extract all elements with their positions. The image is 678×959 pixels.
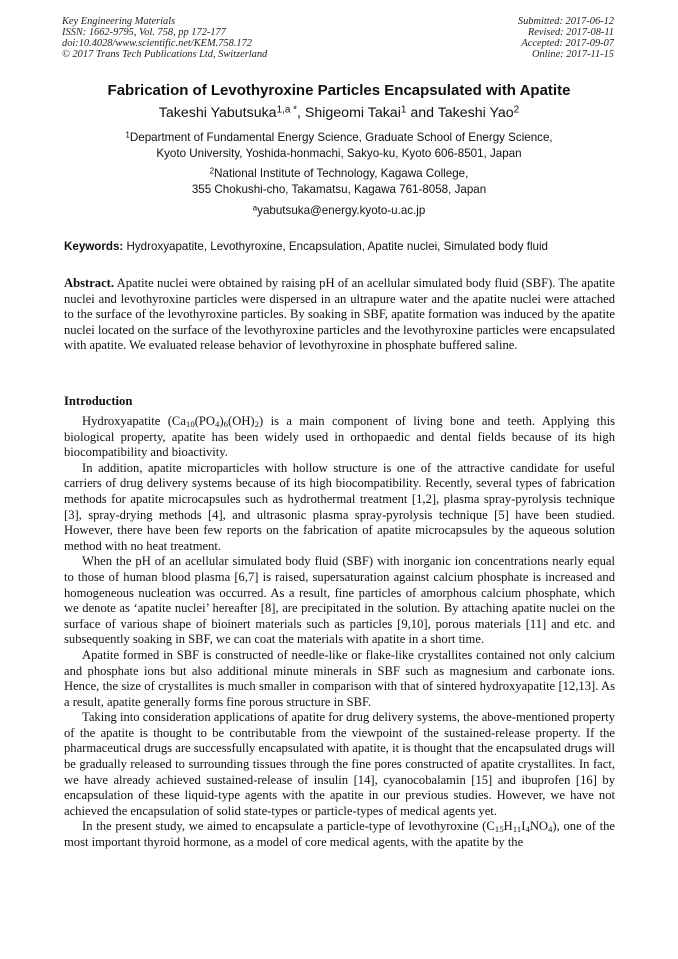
affiliation-mark: 2 (209, 166, 215, 176)
abstract-label: Abstract. (64, 276, 115, 290)
paragraph: In addition, apatite microparticles with hollow structure is one of the attractive candidate for useful carriers of drug delivery systems because of its high biocompatibility. Recently, several types of fabrication methods for apatite microcapsules such as hydrothermal treatment [1,2], plasma spray-pyrolysis technique [3], spray-drying methods [4], and ultrasonic plasma spray-pyrolysis technique [5] have been studied. However, there have been few reports on the fabrication of apatite microcapsules by the aqueous solution method with no heat treatment. (64, 460, 615, 553)
journal-info (62, 16, 267, 60)
issn-volume: ISSN: 1662-9795, Vol. 758, pp 172-177 (62, 27, 226, 38)
keywords-label: Keywords: (64, 240, 124, 253)
author-affiliation-mark: 2 (513, 104, 520, 116)
paragraph: In the present study, we aimed to encapsulate a particle-type of levothyroxine $(C_{15}H_{11}I_4NO_4)$, one of the most important thyroid hormone, as a model of core medical agents, with the apatite by the (64, 819, 615, 850)
paragraph: Hydroxyapatite $(Ca_{10}(PO_4)_6(OH)_2)$ is a main component of living bone and teeth. Applying this biological property, apatite has been widely used in orthopaedic and dental fields because of its high biocompatibility and bioactivity. (64, 414, 615, 460)
paragraph: When the pH of an acellular simulated body fluid (SBF) with inorganic ion concentrations nearly equal to those of human blood plasma [6,7] is raised, supersaturation against calcium phosphate is increased and homogeneous nucleation was occurred. As a result, fine particles of amorphous calcium phosphate, which we denote as ‘apatite nuclei’ hereafter [8], are precipitated in the solution. By attaching apatite nuclei on the surface of various shape of bioinert materials such as particles [9,10], porous materials [11] and etc. and subsequently soaking in SBF, we can coat the materials with apatite in a short time. (64, 554, 615, 647)
corresponding-email (0, 203, 678, 219)
copyright: © 2017 Trans Tech Publications Ltd, Switzerland (62, 49, 268, 60)
publication-dates (518, 16, 614, 60)
section-heading: Introduction (64, 394, 133, 408)
affiliation-line: 355 Chokushi-cho, Takamatsu, Kagawa 761-8058, Japan (191, 182, 487, 196)
submitted-date: Submitted: 2017-06-12 (517, 16, 614, 27)
email-address[interactable]: yabutsuka@energy.kyoto-u.ac.jp (257, 204, 426, 217)
author-affiliation-mark: 1 (400, 104, 407, 116)
paragraph: Taking into consideration applications of apatite for drug delivery systems, the above-mentioned property of the apatite is thought to be contributable from the viewpoint of the sustained-release property. If the pharmaceutical drugs are successfully encapsulated with apatite, it is thought that the encapsulated drugs will be gradually released to surrounding tissues through the fine pores constructed of apatite crystallites. In fact, we have already achieved sustained-release of insulin [14], cyanocobalamin [15] and ibuprofen [16] by encapsulation of these liquid-type agents with the apatite in our previous studies. However, we have not achieved the encapsulation of solid state-types or particle-types of medical agents yet. (64, 710, 615, 818)
author-separator: and (406, 105, 438, 121)
affiliation-mark: 1 (125, 130, 130, 140)
abstract (64, 276, 615, 354)
author-name: Shigeomi Takai (304, 105, 401, 121)
author-separator: , (297, 105, 305, 121)
paragraph: Apatite formed in SBF is constructed of needle-like or flake-like crystallites contained not only calcium and phosphate ions but also additional minute minerals in SBF such as magnesium and carbonate ions. Hence, the size of crystallites is much smaller in comparison with that of sintered hydroxyapatite [12,13]. As a result, apatite generally forms fine porous structure in SBF. (64, 647, 615, 709)
affiliation-line: Department of Fundamental Energy Science, Graduate School of Energy Science, (129, 131, 553, 144)
introduction-body (64, 414, 615, 851)
affiliation-2 (0, 166, 678, 197)
revised-date: Revised: 2017-08-11 (527, 27, 614, 38)
journal-name: Key Engineering Materials (62, 16, 176, 27)
affiliation-line: National Institute of Technology, Kagawa College, (214, 167, 469, 180)
author-list (0, 104, 678, 122)
keywords (64, 239, 624, 254)
online-date: Online: 2017-11-15 (531, 49, 614, 60)
abstract-text: Apatite nuclei were obtained by raising pH of an acellular simulated body fluid (SBF). The apatite nuclei and levothyroxine particles were dispersed in an ultrapure water and the apatite nuclei were attached to the surface of the levothyroxine particles. By soaking in SBF, apatite formation was induced by the apatite nuclei located on the surface of the levothyroxine particles and the levothyroxine particles were encapsulated with apatite. We evaluated release behavior of levothyroxine in phosphate buffered saline. (64, 276, 615, 353)
email-mark: a (252, 203, 258, 213)
affiliation-line: Kyoto University, Yoshida-honmachi, Sakyo-ku, Kyoto 606-8501, Japan (156, 146, 522, 160)
accepted-date: Accepted: 2017-09-07 (521, 38, 614, 49)
author-name: Takeshi Yao (437, 105, 514, 121)
keywords-text: Hydroxyapatite, Levothyroxine, Encapsulation, Apatite nuclei, Simulated body fluid (123, 240, 548, 253)
affiliation-1 (0, 130, 678, 161)
paper-title: Fabrication of Levothyroxine Particles Encapsulated with Apatite (107, 82, 571, 99)
author-affiliation-mark: 1,a * (276, 104, 297, 116)
author-name: Takeshi Yabutsuka (158, 105, 277, 121)
doi[interactable]: doi:10.4028/www.scientific.net/KEM.758.172 (62, 38, 252, 49)
